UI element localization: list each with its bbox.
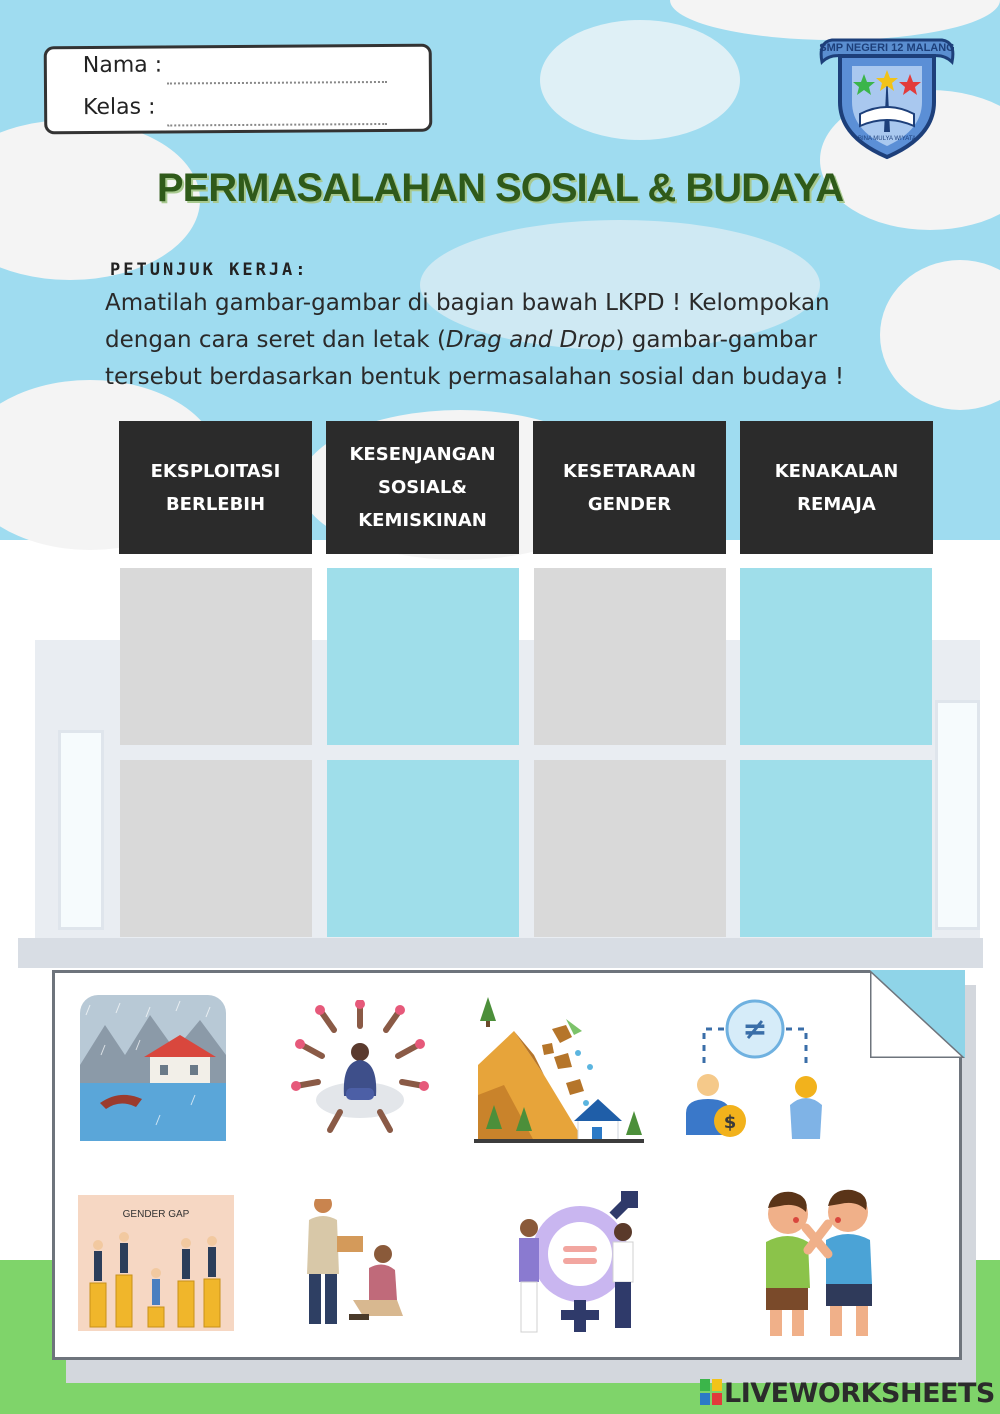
- name-label: Nama :: [82, 52, 163, 79]
- drop-zone-social-gap-1[interactable]: [327, 568, 519, 745]
- card-flood[interactable]: [80, 995, 226, 1141]
- instructions-heading: PETUNJUK KERJA:: [110, 260, 309, 280]
- card-gender-gap[interactable]: [78, 1195, 234, 1331]
- svg-text:$: $: [723, 1112, 737, 1133]
- watermark-text: LIVEWORKSHEETS: [724, 1378, 995, 1409]
- building-roof: [18, 938, 983, 968]
- page-fold-corner: [870, 970, 965, 1058]
- name-input-line[interactable]: [167, 81, 387, 85]
- liveworksheets-logo-icon: [700, 1379, 722, 1405]
- drop-zone-social-gap-2[interactable]: [327, 760, 519, 937]
- logo-school-name: SMP NEGERI 12 MALANG: [819, 42, 955, 54]
- liveworksheets-watermark: [700, 1378, 995, 1409]
- card-gender-symbol[interactable]: [505, 1188, 655, 1338]
- class-label: Kelas :: [83, 94, 156, 121]
- category-juvenile-delinquency: KENAKALAN REMAJA: [740, 421, 933, 554]
- svg-text:≠: ≠: [742, 1012, 768, 1047]
- category-gender-equality: KESETARAAN GENDER: [533, 421, 726, 554]
- drop-zone-delinquency-2[interactable]: [740, 760, 932, 937]
- drag-drop-term: Drag and Drop: [445, 327, 616, 353]
- logo-motto: BINA MULYA WIYATA: [857, 136, 917, 142]
- building-window: [58, 730, 104, 930]
- gender-gap-caption: GENDER GAP: [122, 1209, 190, 1220]
- drop-zone-exploitation-1[interactable]: [120, 568, 312, 745]
- card-fighting-kids[interactable]: [752, 1184, 882, 1344]
- card-pointing-hands[interactable]: [290, 1000, 430, 1140]
- drop-zone-exploitation-2[interactable]: [120, 760, 312, 937]
- school-logo: [812, 22, 962, 162]
- drop-zone-delinquency-1[interactable]: [740, 568, 932, 745]
- page-title: PERMASALAHAN SOSIAL & BUDAYA: [156, 166, 844, 210]
- drop-zone-gender-2[interactable]: [534, 760, 726, 937]
- category-social-gap-poverty: KESENJANGAN SOSIAL& KEMISKINAN: [326, 421, 519, 554]
- student-info-box: [44, 44, 433, 135]
- instructions-line-1: Amatilah gambar-gambar di bagian bawah LKPD ! Kelompokan: [105, 290, 830, 316]
- instructions-text: [105, 285, 905, 396]
- instructions-line-3: tersebut berdasarkan bentuk permasalahan sosial dan budaya !: [105, 364, 845, 390]
- drop-zone-gender-1[interactable]: [534, 568, 726, 745]
- card-landslide[interactable]: [474, 995, 644, 1145]
- category-exploitation: EKSPLOITASI BERLEBIH: [119, 421, 312, 554]
- building-window: [935, 700, 980, 930]
- class-input-line[interactable]: [167, 123, 387, 127]
- card-helping-poor[interactable]: [293, 1190, 413, 1330]
- cloud: [540, 20, 740, 140]
- card-inequality[interactable]: [680, 995, 840, 1145]
- instructions-line-2: dengan cara seret dan letak (Drag and Drop) gambar-gambar: [105, 327, 818, 353]
